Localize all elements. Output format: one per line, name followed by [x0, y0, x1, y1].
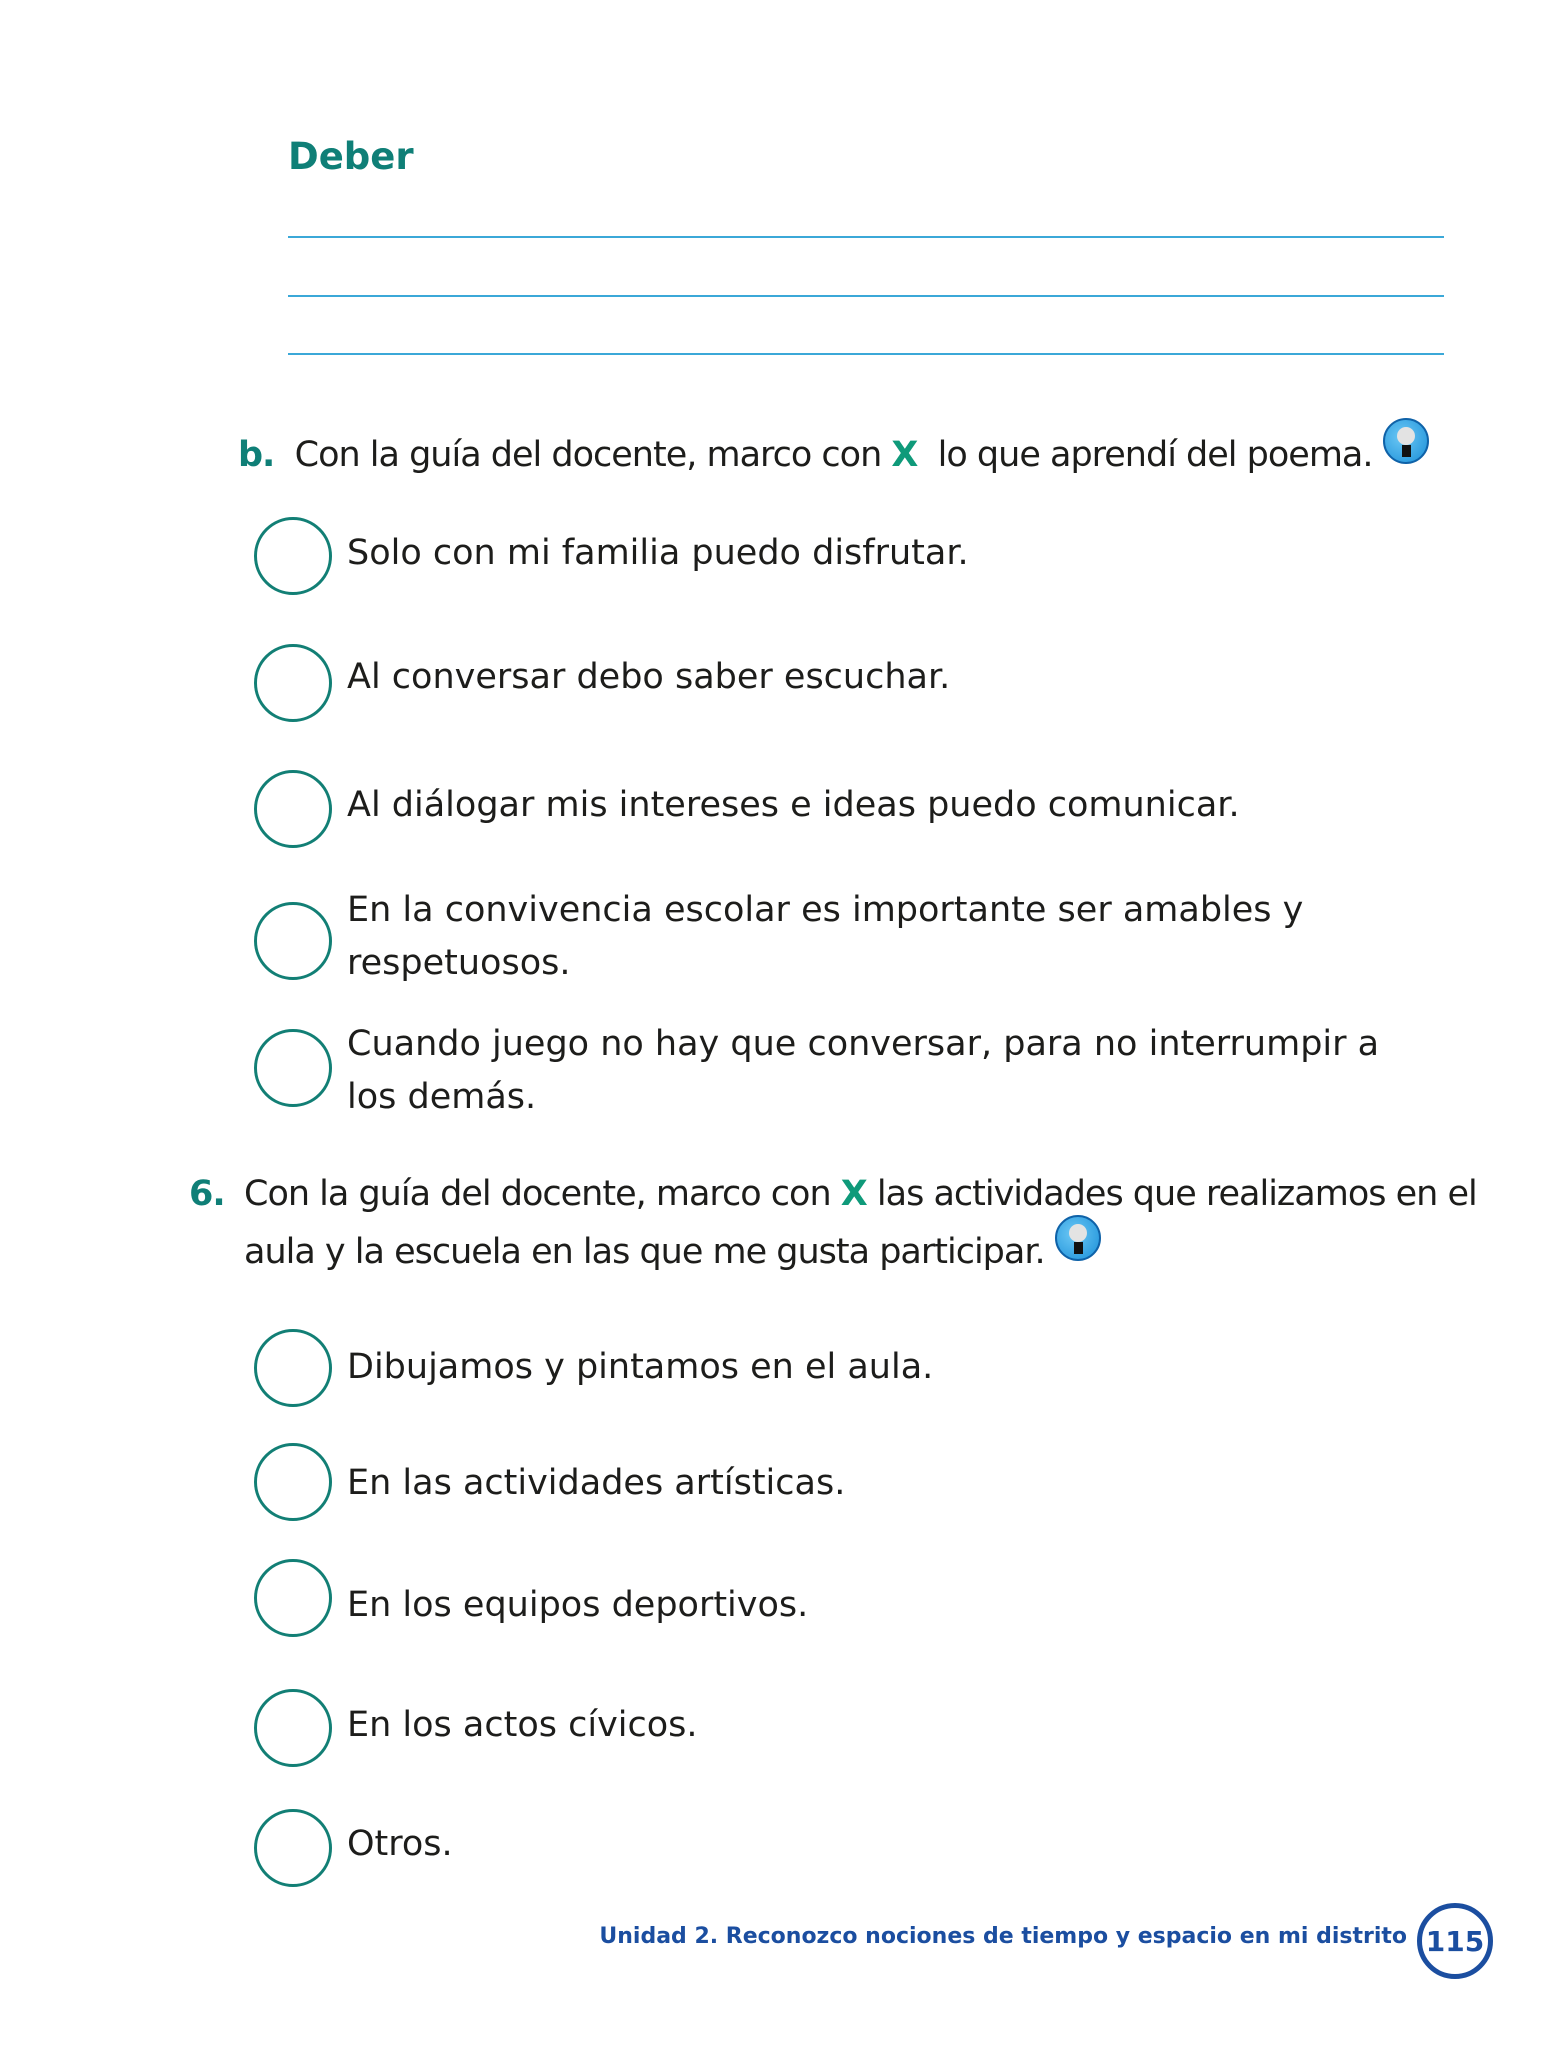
option-checkbox[interactable]: [254, 644, 332, 722]
option-checkbox[interactable]: [254, 1029, 332, 1107]
x-mark: X: [840, 1174, 867, 1214]
option-checkbox[interactable]: [254, 1329, 332, 1407]
option-label: En los equipos deportivos.: [347, 1585, 809, 1625]
question-text: lo que aprendí del poema.: [937, 435, 1373, 475]
option-label: Al conversar debo saber escuchar.: [347, 657, 951, 697]
lightbulb-icon: [1055, 1215, 1101, 1261]
option-checkbox[interactable]: [254, 1443, 332, 1521]
section-title: Deber: [288, 135, 414, 178]
option-label: En la convivencia escolar es importante ser amables y respetuosos.: [347, 890, 1304, 983]
option-checkbox[interactable]: [254, 1559, 332, 1637]
option-checkbox[interactable]: [254, 1809, 332, 1887]
option-label: Dibujamos y pintamos en el aula.: [347, 1347, 934, 1387]
page-number: [1417, 1903, 1493, 1979]
option-label: Cuando juego no hay que conversar, para no interrumpir a los demás.: [347, 1024, 1380, 1117]
option-label: Solo con mi familia puedo disfrutar.: [347, 533, 969, 573]
question-number: b.: [238, 435, 275, 475]
question-text: las actividades que realizamos en el aula y la escuela en las que me gusta participar.: [244, 1174, 1477, 1272]
page-number-text: 115: [1425, 1924, 1485, 1958]
option-label: Al diálogar mis intereses e ideas puedo comunicar.: [347, 785, 1240, 825]
option-label: Otros.: [347, 1824, 453, 1864]
answer-line-3[interactable]: [288, 353, 1444, 355]
option-label: En los actos cívicos.: [347, 1705, 698, 1745]
lightbulb-icon: [1383, 418, 1429, 464]
question-text: Con la guía del docente, marco con: [294, 435, 882, 475]
question-6: [189, 1165, 1529, 1281]
x-mark: X: [891, 435, 918, 475]
question-text: Con la guía del docente, marco con: [244, 1174, 831, 1214]
option-label: En las actividades artísticas.: [347, 1463, 846, 1503]
option-checkbox[interactable]: [254, 517, 332, 595]
answer-line-1[interactable]: [288, 236, 1444, 238]
answer-line-2[interactable]: [288, 295, 1444, 297]
option-checkbox[interactable]: [254, 770, 332, 848]
question-number: 6.: [189, 1174, 225, 1214]
option-checkbox[interactable]: [254, 902, 332, 980]
option-checkbox[interactable]: [254, 1689, 332, 1767]
question-b: [238, 426, 1538, 484]
footer-unit-title: Unidad 2. Reconozco nociones de tiempo y espacio en mi distrito: [599, 1924, 1407, 1949]
